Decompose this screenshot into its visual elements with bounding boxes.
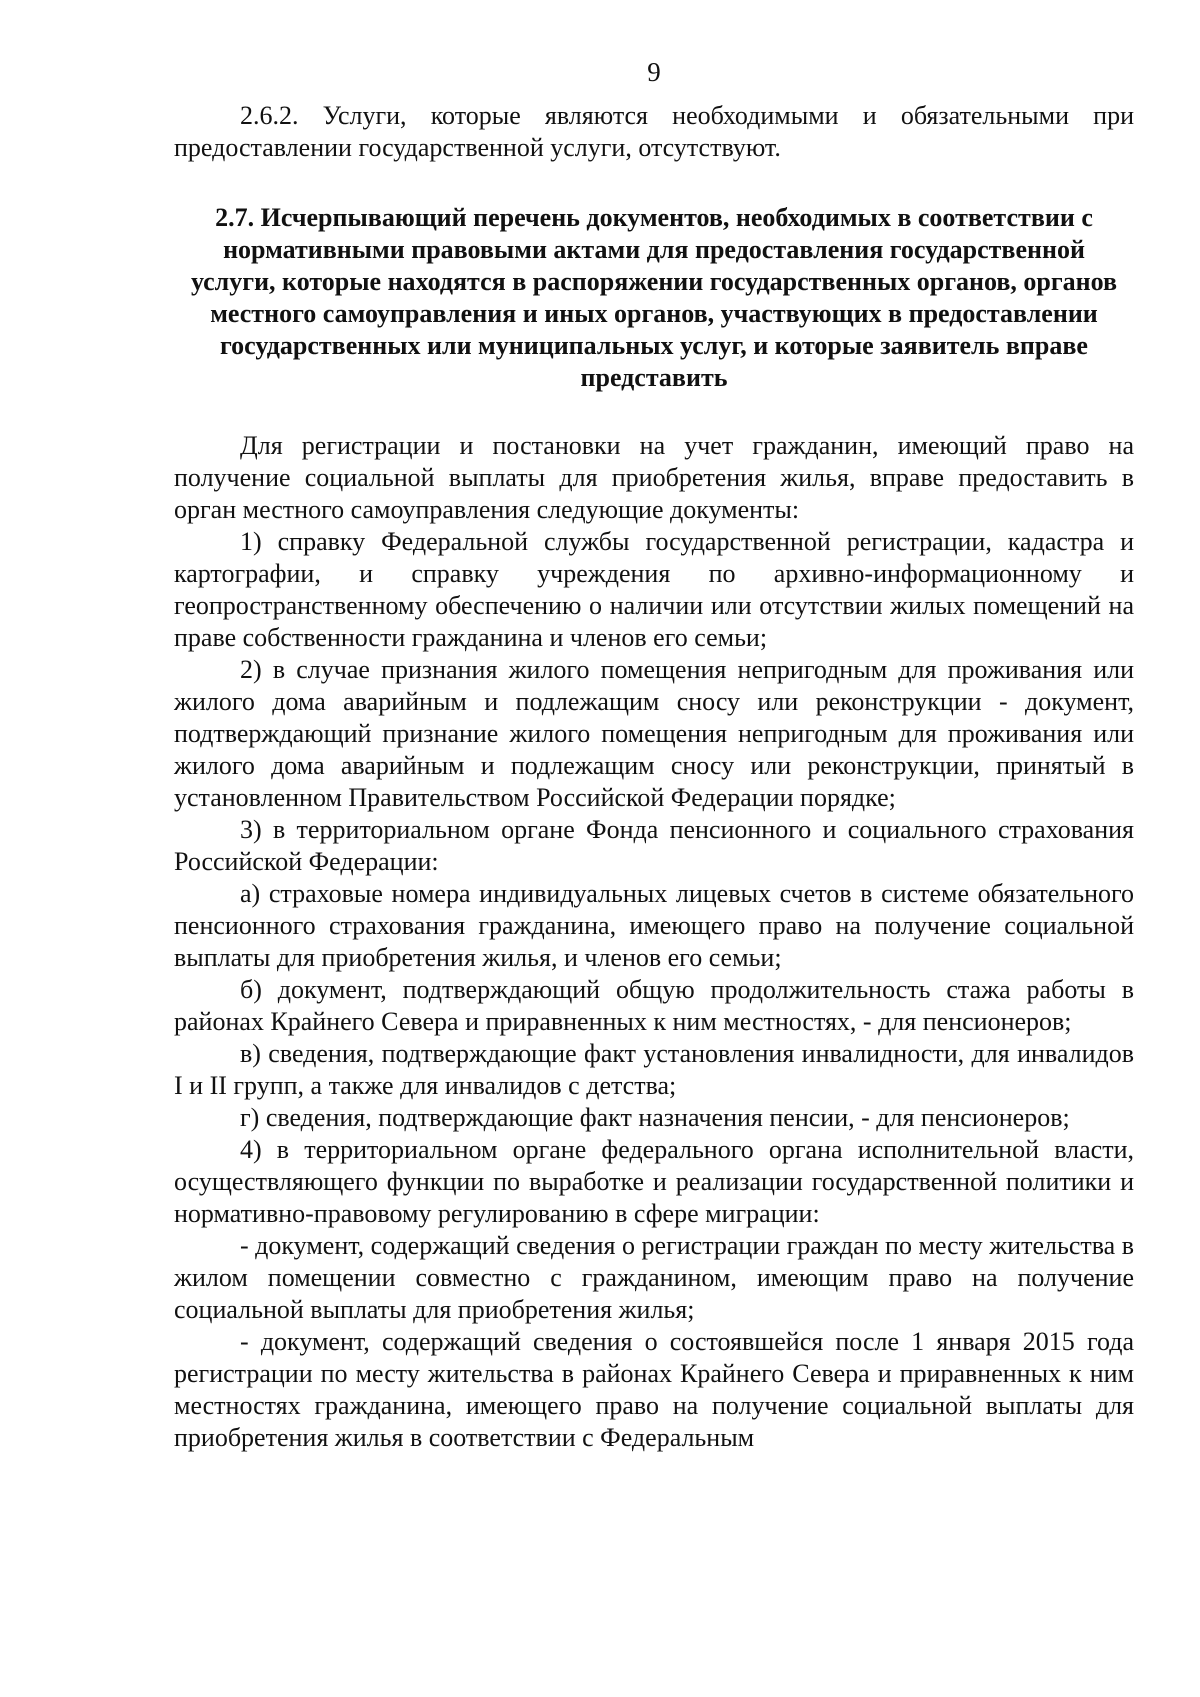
document-body <box>174 100 1134 1454</box>
list-subitem: - документ, содержащий сведения о регистрации граждан по месту жительства в жилом помещении совместно с гражданином, имеющим право на получение социальной выплаты для приобретения жилья; <box>174 1231 1134 1324</box>
page-number: 9 <box>647 57 661 87</box>
body-paragraph: Для регистрации и постановки на учет гражданин, имеющий право на получение социальной выплаты для приобретения жилья, вправе предоставить в орган местного самоуправления следующие документы: <box>174 431 1134 524</box>
list-subitem: - документ, содержащий сведения о состоявшейся после 1 января 2015 года регистрации по месту жительства в районах Крайнего Севера и приравненных к ним местностях гражданина, имеющего право на получение социальной выплаты для приобретения жилья в соответствии с Федеральным <box>174 1327 1134 1452</box>
spacer <box>174 394 1134 430</box>
list-item: 1) справку Федеральной службы государственной регистрации, кадастра и картографии, и справку учреждения по архивно-информационному и геопространственному обеспечению о наличии или отсутствии жилых помещений на праве собственности гражданина и членов его семьи; <box>174 527 1134 652</box>
list-subitem: а) страховые номера индивидуальных лицевых счетов в системе обязательного пенсионного страхования гражданина, имеющего право на получение социальной выплаты для приобретения жилья, и членов его семьи; <box>174 879 1134 972</box>
list-subitem: в) сведения, подтверждающие факт установления инвалидности, для инвалидов I и II групп, а также для инвалидов с детства; <box>174 1039 1134 1100</box>
section-heading: 2.7. Исчерпывающий перечень документов, необходимых в соответствии с нормативными правовыми актами для предоставления государственной услуги, которые находятся в распоряжении государственных органов, органов местного самоуправления и иных органов, участвующих в предоставлении государственных или муниципальных услуг, и которые заявитель вправе представить <box>190 203 1118 392</box>
list-subitem: б) документ, подтверждающий общую продолжительность стажа работы в районах Крайнего Севера и приравненных к ним местностях, - для пенсионеров; <box>174 975 1134 1036</box>
list-item: 3) в территориальном органе Фонда пенсионного и социального страхования Российской Федерации: <box>174 815 1134 876</box>
spacer <box>174 164 1134 202</box>
intro-paragraph: 2.6.2. Услуги, которые являются необходимыми и обязательными при предоставлении государственной услуги, отсутствуют. <box>174 101 1134 162</box>
list-item: 2) в случае признания жилого помещения непригодным для проживания или жилого дома аварийным и подлежащим сносу или реконструкции - документ, подтверждающий признание жилого помещения непригодным для проживания или жилого дома аварийным и подлежащим сносу или реконструкции, принятый в установленном Правительством Российской Федерации порядке; <box>174 655 1134 812</box>
list-subitem: г) сведения, подтверждающие факт назначения пенсии, - для пенсионеров; <box>240 1103 1070 1132</box>
list-item: 4) в территориальном органе федерального органа исполнительной власти, осуществляющего функции по выработке и реализации государственной политики и нормативно-правовому регулированию в сфере миграции: <box>174 1135 1134 1228</box>
